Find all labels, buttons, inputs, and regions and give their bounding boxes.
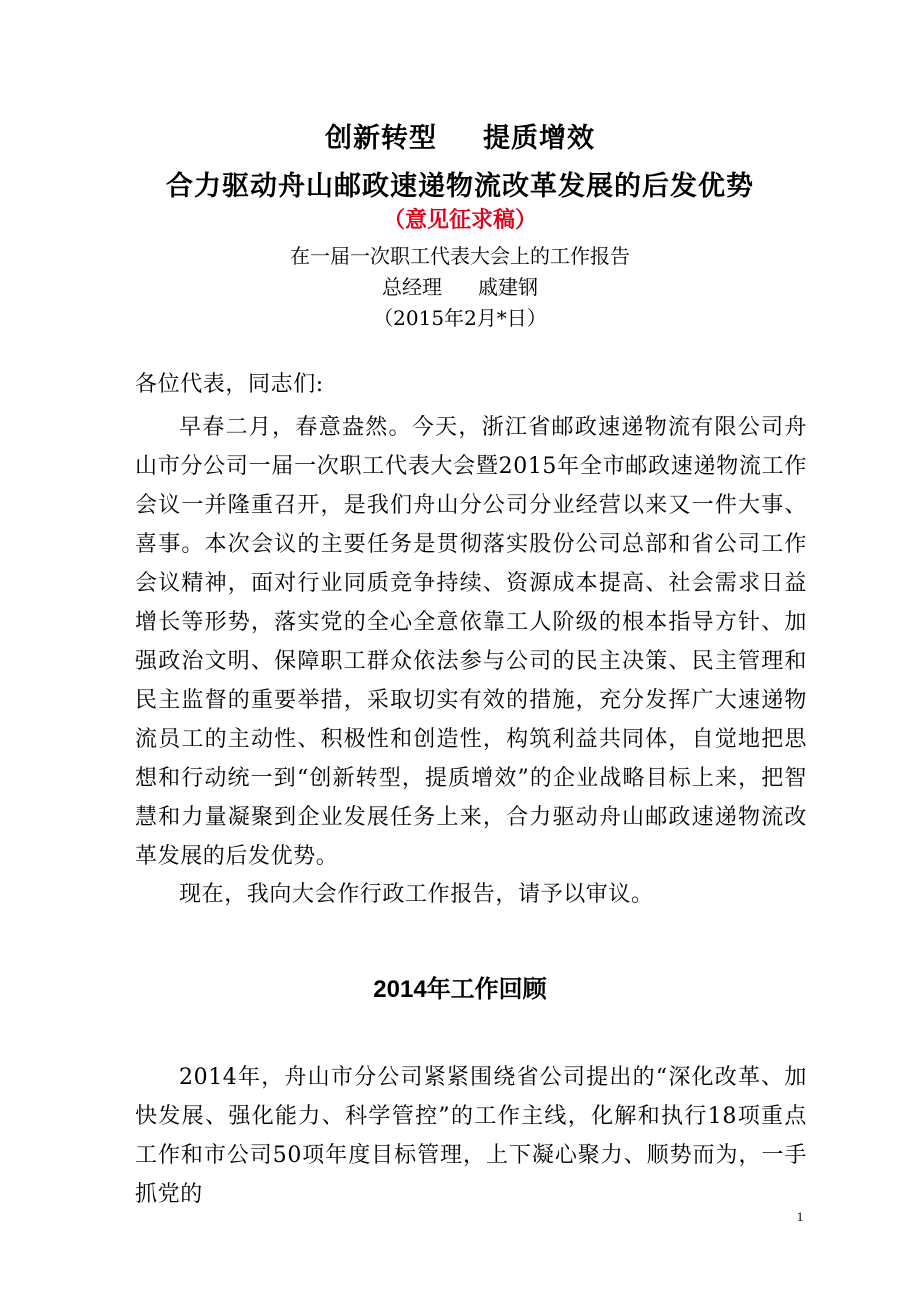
body-paragraph-3: 2014年，舟山市分公司紧紧围绕省公司提出的“深化改革、加快发展、强化能力、科学管控”的工作主线，化解和执行18项重点工作和市公司50项年度目标管理，上下凝心聚力、顺势而为，一手抓党的 bbox=[135, 1065, 807, 1207]
page-number: 1 bbox=[796, 1209, 804, 1224]
title-line-1 bbox=[0, 116, 920, 155]
section-heading: 2014年工作回顾 bbox=[373, 976, 547, 1003]
body-paragraph-1: 早春二月，春意盎然。今天，浙江省邮政速递物流有限公司舟山市分公司一届一次职工代表大会暨2015年全市邮政速递物流工作会议一并隆重召开，是我们舟山分公司分业经营以来又一件大事、喜事。本次会议的主要任务是贯彻落实股份公司总部和省公司工作会议精神，面对行业同质竞争持续、资源成本提高、社会需求日益增长等形势，落实党的全心全意依靠工人阶级的根本指导方针、加强政治文明、保障职工群众依法参与公司的民主决策、民主管理和民主监督的重要举措，采取切实有效的措施，充分发挥广大速递物流员工的主动性、积极性和创造性，构筑利益共同体，自觉地把思想和行动统一到“创新转型，提质增效”的企业战略目标上来，把智慧和力量凝聚到企业发展任务上来，合力驱动舟山邮政速递物流改革发展的后发优势。 bbox=[135, 415, 807, 869]
title-part-efficiency: 提质增效 bbox=[483, 123, 595, 154]
body-paragraph-2: 现在，我向大会作行政工作报告，请予以审议。 bbox=[179, 882, 654, 907]
title-part-innovation: 创新转型 bbox=[325, 123, 437, 154]
report-date: （2015年2月*日） bbox=[373, 306, 547, 330]
draft-label: （意见征求稿） bbox=[382, 208, 537, 233]
author-line bbox=[0, 271, 920, 300]
author-name: 戚建钢 bbox=[478, 275, 538, 299]
author-role: 总经理 bbox=[382, 275, 442, 299]
salutation: 各位代表，同志们: bbox=[135, 372, 324, 397]
report-subtitle: 在一届一次职工代表大会上的工作报告 bbox=[290, 244, 630, 268]
title-line-2: 合力驱动舟山邮政速递物流改革发展的后发优势 bbox=[166, 171, 754, 202]
